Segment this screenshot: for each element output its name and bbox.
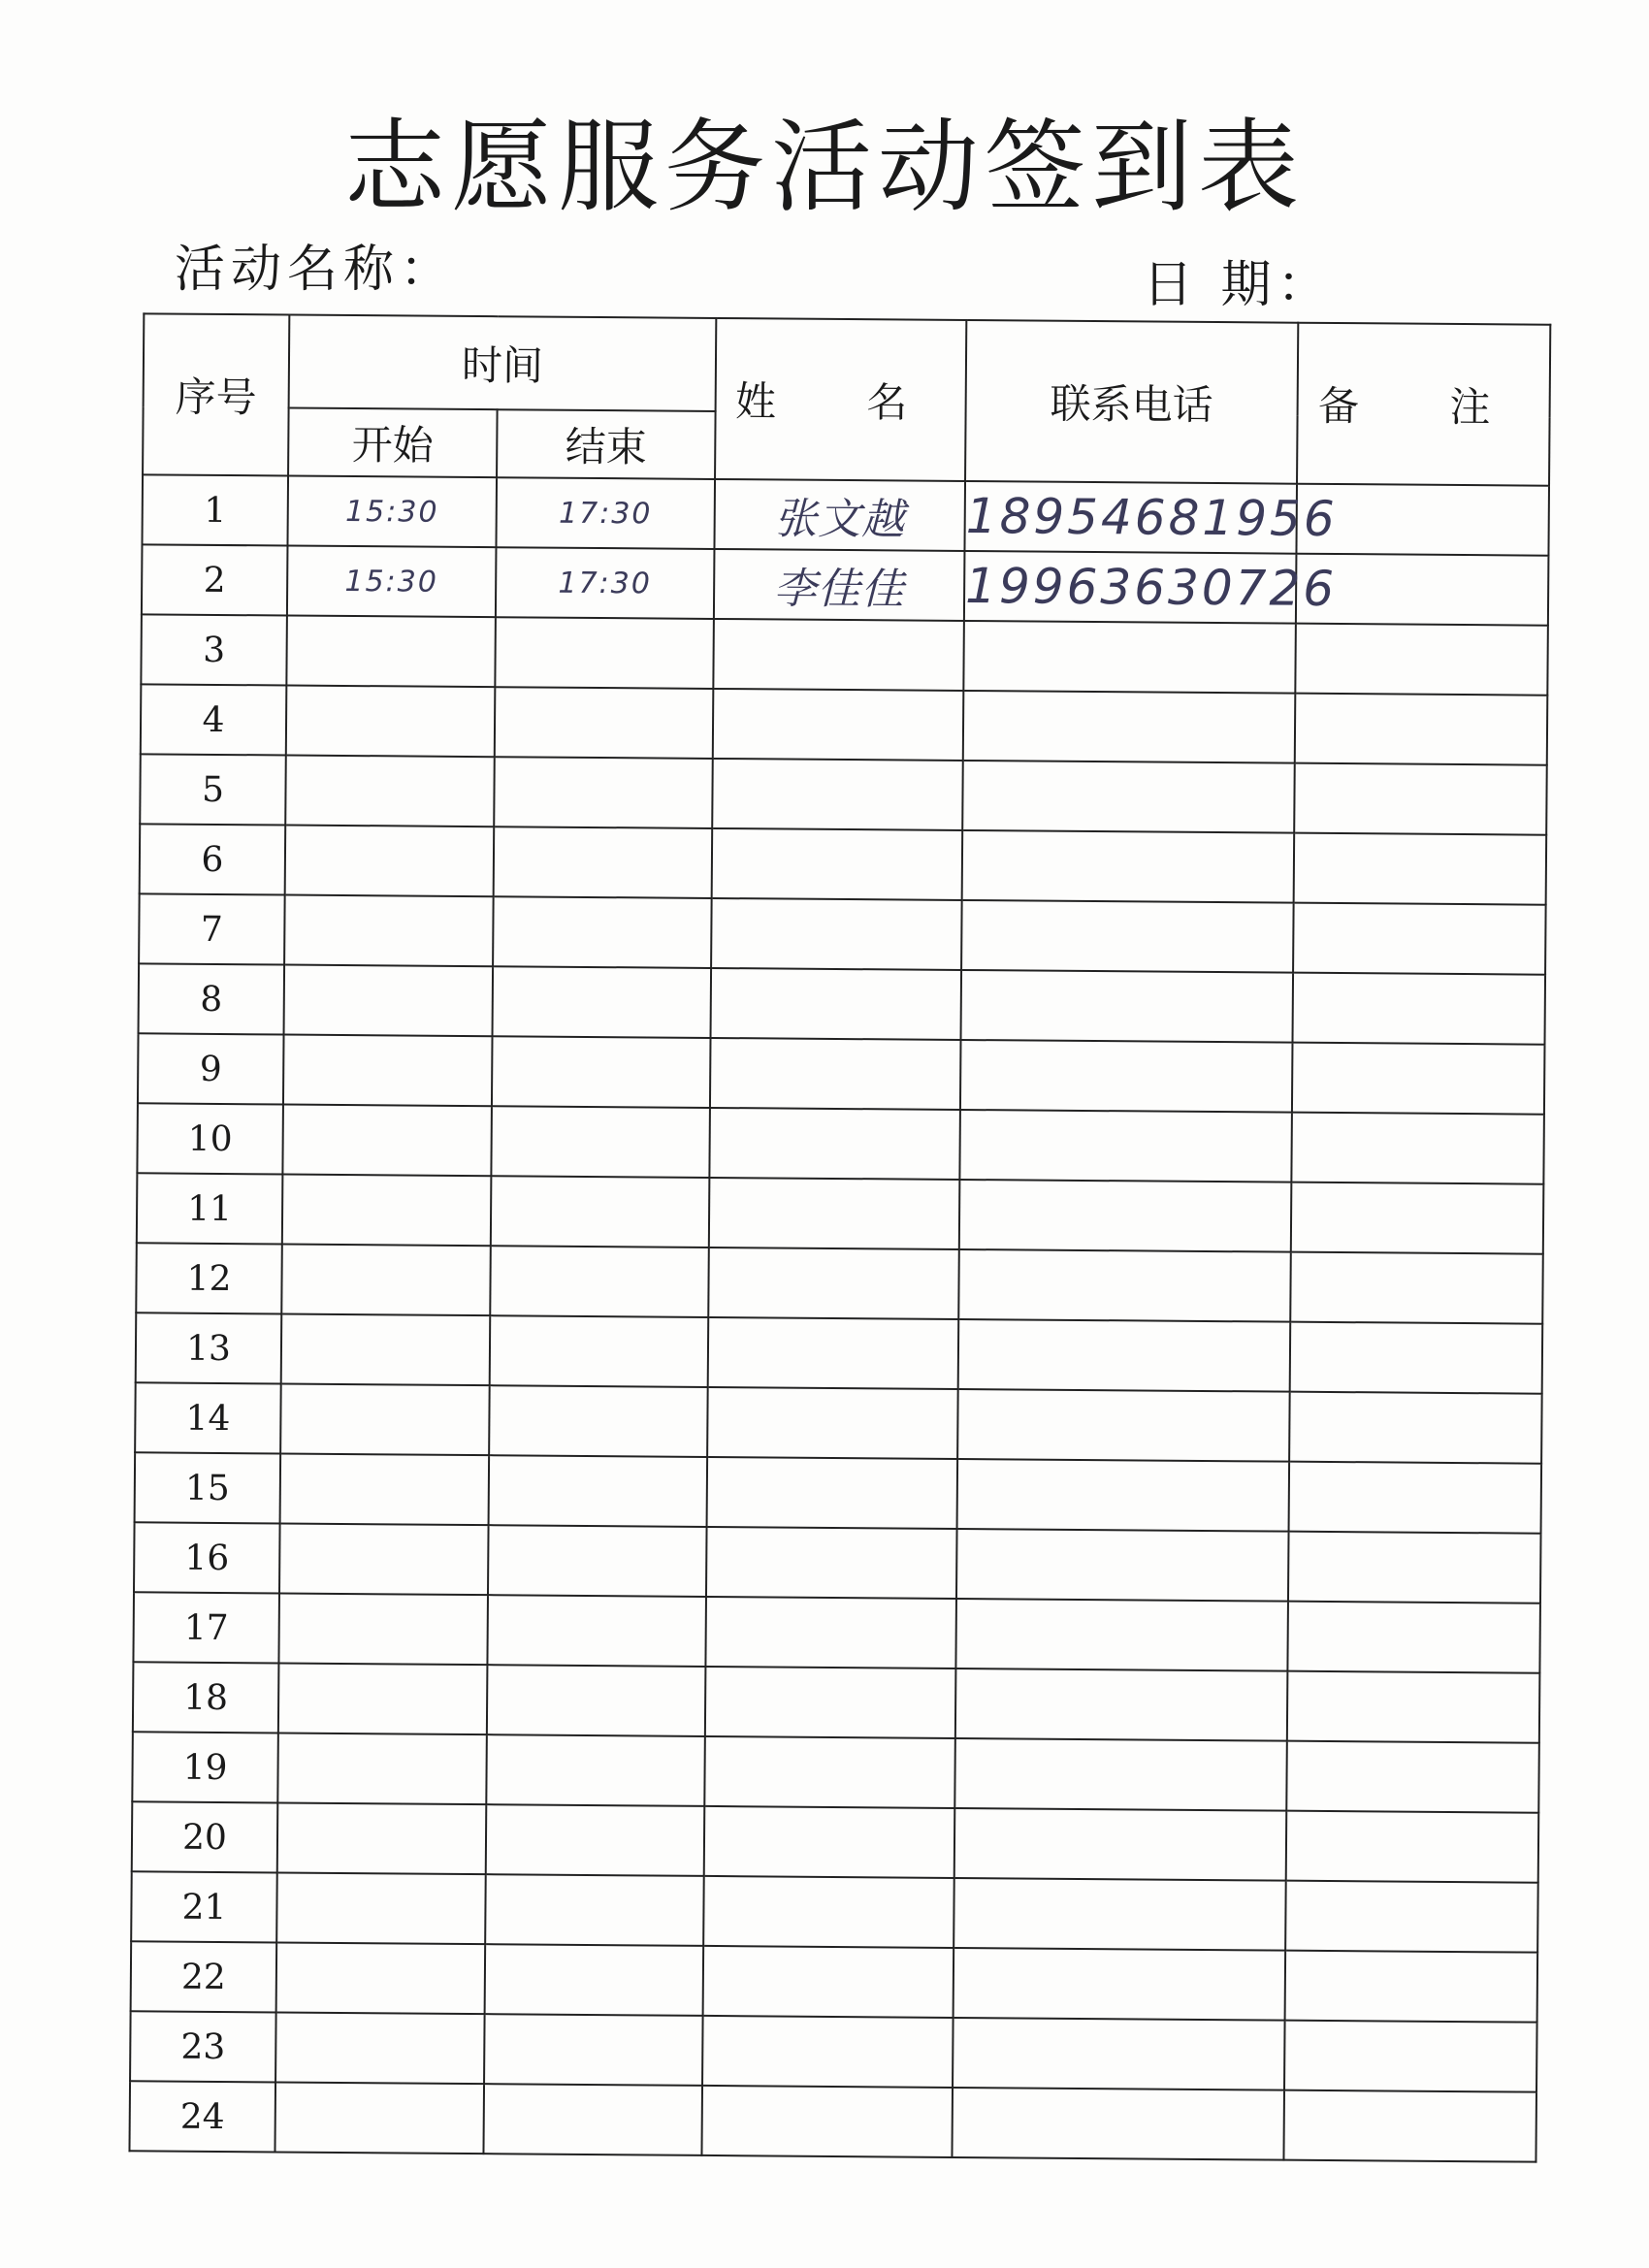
row-end-time[interactable] xyxy=(485,1874,704,1946)
row-end-time[interactable] xyxy=(486,1804,705,1876)
row-name[interactable]: 李佳佳 xyxy=(714,549,965,621)
row-start-time[interactable] xyxy=(283,1034,493,1106)
row-name[interactable] xyxy=(710,1038,961,1110)
row-remark[interactable] xyxy=(1294,763,1547,835)
header-remark: 备 注 xyxy=(1297,323,1550,486)
row-seq: 13 xyxy=(136,1312,282,1383)
table-row xyxy=(131,1941,1538,2022)
row-end-time[interactable] xyxy=(484,2014,703,2086)
row-seq: 7 xyxy=(139,893,285,964)
row-remark[interactable] xyxy=(1283,2090,1536,2162)
row-seq: 8 xyxy=(139,963,285,1034)
header-phone: 联系电话 xyxy=(965,320,1298,484)
row-remark[interactable] xyxy=(1294,833,1547,905)
row-seq: 1 xyxy=(142,474,288,545)
row-seq: 12 xyxy=(136,1243,282,1313)
table-row xyxy=(140,754,1547,834)
table-row xyxy=(133,1592,1540,1672)
row-start-time[interactable] xyxy=(286,686,496,758)
row-name[interactable] xyxy=(711,968,962,1040)
row-name[interactable] xyxy=(701,2086,953,2157)
table-row xyxy=(140,824,1547,904)
row-name[interactable] xyxy=(703,1946,954,2018)
row-start-time[interactable] xyxy=(276,1872,486,1944)
page-title: 志愿服务活动签到表 xyxy=(343,108,1305,226)
table-row xyxy=(132,1732,1539,1812)
header-seq: 序号 xyxy=(143,313,289,475)
row-seq: 5 xyxy=(140,754,286,825)
row-seq: 14 xyxy=(135,1382,281,1453)
row-start-time[interactable]: 15:30 xyxy=(287,476,497,548)
row-phone[interactable] xyxy=(954,1808,1287,1881)
row-start-time[interactable] xyxy=(277,1733,487,1804)
row-name[interactable] xyxy=(713,619,964,691)
row-name[interactable] xyxy=(707,1387,958,1459)
row-seq: 10 xyxy=(137,1103,283,1174)
row-start-time[interactable] xyxy=(281,1244,491,1315)
row-remark[interactable] xyxy=(1295,694,1548,765)
table-row xyxy=(131,1871,1538,1952)
row-seq: 3 xyxy=(141,614,287,685)
table-row xyxy=(135,1382,1542,1463)
row-name[interactable] xyxy=(709,1178,960,1249)
table-row xyxy=(142,474,1549,555)
row-remark[interactable] xyxy=(1290,1322,1543,1394)
row-phone[interactable] xyxy=(954,1738,1287,1811)
row-seq: 11 xyxy=(137,1173,283,1244)
row-phone[interactable] xyxy=(957,1459,1290,1532)
row-start-time[interactable] xyxy=(280,1383,490,1455)
row-remark[interactable] xyxy=(1295,624,1548,696)
table-header xyxy=(143,313,1550,485)
row-start-time[interactable] xyxy=(285,756,495,827)
row-seq: 6 xyxy=(140,824,286,894)
row-end-time[interactable] xyxy=(483,2084,702,2155)
row-phone[interactable] xyxy=(954,1948,1286,2021)
row-name[interactable]: 张文越 xyxy=(714,479,965,551)
table-row xyxy=(136,1243,1543,1323)
row-name[interactable] xyxy=(704,1736,955,1808)
row-end-time[interactable] xyxy=(494,826,713,898)
row-end-time[interactable]: 17:30 xyxy=(496,477,715,549)
table-row xyxy=(138,1033,1545,1114)
header-name: 姓 名 xyxy=(715,318,966,481)
row-phone[interactable] xyxy=(954,1878,1286,1951)
row-remark[interactable] xyxy=(1284,2021,1537,2092)
row-end-time[interactable] xyxy=(493,966,712,1038)
row-start-time[interactable] xyxy=(286,616,496,688)
row-name[interactable] xyxy=(709,1108,960,1180)
row-remark[interactable] xyxy=(1289,1462,1542,1534)
table-row xyxy=(133,1662,1540,1742)
table-row xyxy=(139,893,1546,974)
table-row xyxy=(132,1801,1539,1882)
table-row xyxy=(141,614,1548,695)
row-name[interactable] xyxy=(708,1317,959,1389)
row-end-time[interactable] xyxy=(488,1525,707,1597)
row-end-time[interactable] xyxy=(487,1595,706,1667)
row-seq: 20 xyxy=(132,1801,278,1872)
table-row xyxy=(136,1312,1543,1393)
row-start-time[interactable] xyxy=(284,965,494,1037)
row-phone[interactable] xyxy=(953,2018,1285,2090)
row-phone[interactable] xyxy=(958,1249,1291,1322)
row-phone[interactable] xyxy=(963,691,1296,763)
table-row xyxy=(137,1173,1544,1253)
row-remark[interactable] xyxy=(1286,1741,1539,1813)
table-body xyxy=(129,474,1549,2161)
row-start-time[interactable] xyxy=(275,2012,485,2084)
row-start-time[interactable] xyxy=(278,1663,488,1734)
row-seq: 17 xyxy=(133,1592,279,1663)
row-remark[interactable] xyxy=(1287,1602,1540,1673)
row-name[interactable] xyxy=(705,1667,956,1738)
row-seq: 21 xyxy=(131,1871,277,1942)
row-start-time[interactable] xyxy=(279,1523,489,1595)
row-phone[interactable] xyxy=(958,1319,1291,1392)
row-seq: 22 xyxy=(131,1941,277,2012)
date-label: 日 期： xyxy=(1143,256,1334,314)
row-phone[interactable] xyxy=(955,1669,1288,1741)
row-end-time[interactable] xyxy=(494,757,713,828)
row-remark[interactable] xyxy=(1291,1113,1544,1184)
row-start-time[interactable] xyxy=(284,895,494,967)
row-start-time[interactable] xyxy=(276,1942,486,2014)
row-name[interactable] xyxy=(706,1527,957,1599)
row-phone[interactable] xyxy=(955,1599,1288,1671)
row-phone[interactable]: 19963630726 xyxy=(964,551,1297,624)
table-row xyxy=(141,684,1548,764)
row-end-time[interactable] xyxy=(489,1385,708,1457)
row-start-time[interactable] xyxy=(278,1593,488,1665)
table-row xyxy=(137,1103,1544,1183)
row-remark[interactable] xyxy=(1291,1183,1544,1254)
row-end-time[interactable] xyxy=(489,1455,708,1527)
row-name[interactable] xyxy=(704,1806,955,1878)
row-seq: 15 xyxy=(135,1452,281,1523)
row-remark[interactable] xyxy=(1285,1881,1538,1953)
row-seq: 2 xyxy=(142,544,288,615)
row-end-time[interactable] xyxy=(487,1665,706,1736)
row-phone[interactable] xyxy=(962,830,1295,903)
row-remark[interactable] xyxy=(1289,1392,1542,1464)
row-phone[interactable] xyxy=(952,2088,1284,2160)
header-end: 结束 xyxy=(497,409,716,479)
row-end-time[interactable] xyxy=(495,687,714,759)
table-row xyxy=(135,1452,1542,1533)
sign-in-table xyxy=(128,312,1551,2162)
table-row xyxy=(130,2011,1537,2091)
row-name[interactable] xyxy=(713,689,964,761)
row-phone[interactable] xyxy=(957,1389,1290,1462)
row-remark[interactable] xyxy=(1293,973,1546,1045)
row-start-time[interactable] xyxy=(275,2082,484,2154)
row-name[interactable] xyxy=(705,1597,956,1669)
sign-in-table-container xyxy=(129,312,1550,2137)
row-phone[interactable] xyxy=(961,900,1294,973)
row-end-time[interactable] xyxy=(491,1176,710,1247)
row-end-time[interactable] xyxy=(495,617,714,689)
row-phone[interactable] xyxy=(956,1529,1289,1602)
row-phone[interactable] xyxy=(963,621,1296,694)
row-end-time[interactable] xyxy=(492,1036,711,1108)
row-phone[interactable] xyxy=(960,1040,1293,1113)
row-name[interactable] xyxy=(712,828,963,900)
row-seq: 23 xyxy=(130,2011,276,2082)
row-name[interactable] xyxy=(712,759,963,830)
row-seq: 19 xyxy=(132,1732,278,1802)
row-remark[interactable] xyxy=(1292,1043,1545,1115)
row-phone[interactable] xyxy=(959,1110,1292,1183)
row-remark[interactable] xyxy=(1293,903,1546,975)
row-seq: 24 xyxy=(129,2081,275,2152)
row-end-time[interactable] xyxy=(493,896,712,968)
row-end-time[interactable] xyxy=(491,1106,710,1178)
row-remark[interactable] xyxy=(1290,1252,1543,1324)
row-phone[interactable] xyxy=(962,761,1295,833)
row-name[interactable] xyxy=(703,1876,954,1948)
row-remark[interactable] xyxy=(1287,1671,1540,1743)
row-phone[interactable] xyxy=(961,970,1294,1043)
row-seq: 18 xyxy=(133,1662,279,1733)
table-row xyxy=(134,1522,1541,1603)
row-seq: 9 xyxy=(138,1033,284,1104)
row-start-time[interactable] xyxy=(277,1802,487,1874)
row-phone[interactable] xyxy=(959,1180,1292,1252)
row-name[interactable] xyxy=(702,2016,954,2088)
row-seq: 16 xyxy=(134,1522,280,1593)
row-name[interactable] xyxy=(708,1247,959,1319)
table-row xyxy=(139,963,1546,1044)
row-start-time[interactable] xyxy=(282,1104,492,1176)
row-start-time[interactable] xyxy=(280,1453,490,1525)
header-time: 时间 xyxy=(289,315,717,411)
row-start-time[interactable] xyxy=(282,1174,492,1246)
activity-name-label: 活动名称： xyxy=(175,241,457,299)
row-end-time[interactable] xyxy=(486,1734,705,1806)
row-start-time[interactable] xyxy=(285,826,495,897)
row-end-time[interactable] xyxy=(485,1944,704,2016)
row-start-time[interactable] xyxy=(281,1313,491,1385)
row-remark[interactable] xyxy=(1288,1532,1541,1604)
row-remark[interactable] xyxy=(1286,1811,1539,1883)
row-seq: 4 xyxy=(141,684,287,755)
row-name[interactable] xyxy=(711,898,962,970)
row-end-time[interactable] xyxy=(490,1315,709,1387)
table-row xyxy=(142,544,1549,625)
row-end-time[interactable]: 17:30 xyxy=(496,547,715,619)
row-start-time[interactable]: 15:30 xyxy=(287,546,497,618)
row-phone[interactable]: 18954681956 xyxy=(964,481,1297,554)
table-row xyxy=(129,2081,1536,2161)
header-start: 开始 xyxy=(288,408,498,478)
row-end-time[interactable] xyxy=(490,1246,709,1317)
row-remark[interactable] xyxy=(1285,1951,1538,2023)
row-name[interactable] xyxy=(707,1457,958,1529)
